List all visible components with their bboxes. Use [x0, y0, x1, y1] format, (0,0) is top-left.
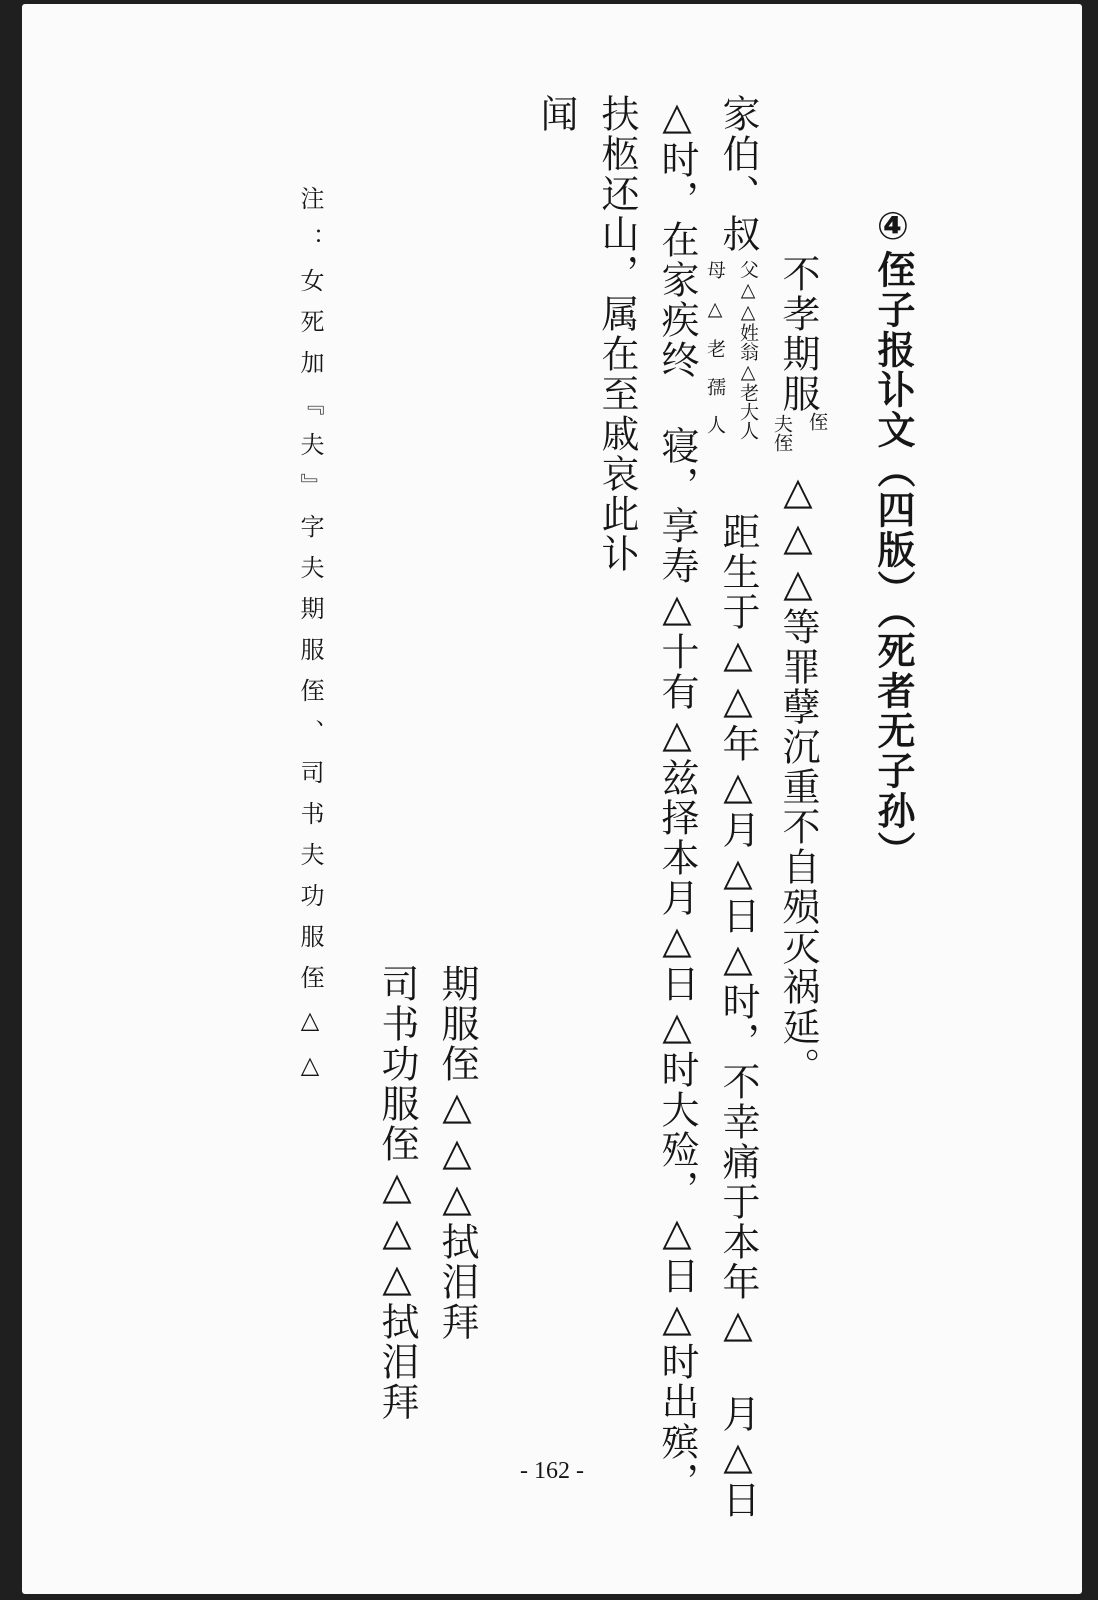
signature-line-1: 期服侄△△△拭泪拜: [435, 964, 479, 1342]
text-column-2-annotation-left: 母 △ 老 孺 人: [704, 260, 726, 434]
text-column-5: 闻: [534, 94, 578, 134]
page-number: - 162 -: [520, 1458, 584, 1484]
text-column-4: 扶柩还山，属在至戚哀此讣: [595, 94, 639, 574]
document-page: [22, 4, 1082, 1594]
text-column-1c: △△△等罪孽沉重不自殒灭祸延。: [776, 469, 820, 1087]
text-column-1-annotation-right: 侄: [806, 412, 828, 431]
text-column-2c: 距生于△△年△月△日△时，不幸痛于本年△ 月△日: [716, 512, 760, 1520]
text-column-2-annotation-right: 父△△姓翁△老大人: [737, 260, 759, 440]
text-column-1a: 不孝期服: [776, 254, 820, 414]
footnote: 注：女死加『夫』字夫期服侄、司书夫功服侄△△: [296, 186, 324, 1096]
text-column-3: △时，在家疾终 寝，享寿△十有△兹择本月△日△时大殓，△日△时出殡，: [655, 94, 699, 1502]
text-column-2a: 家伯、叔: [716, 94, 760, 254]
document-title: ④侄子报讣文（四版）（死者无子孙）: [871, 204, 915, 871]
text-column-1-annotation-left: 夫侄: [771, 414, 793, 452]
signature-line-2: 司书功服侄△△△拭泪拜: [375, 964, 419, 1422]
